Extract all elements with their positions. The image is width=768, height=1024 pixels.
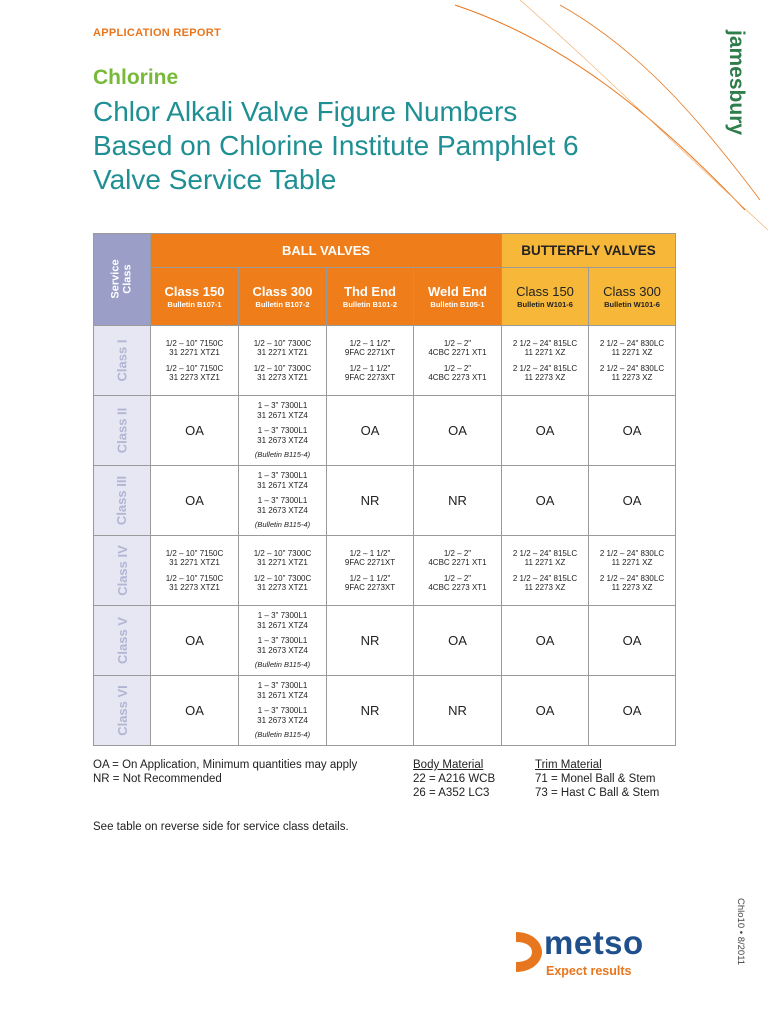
cell-line: 1/2 – 1 1/2": [349, 363, 391, 373]
table-cell: NR: [414, 466, 502, 536]
table-cell: OA: [589, 606, 676, 676]
cell-line: 31 2273 XTZ1: [257, 583, 308, 592]
column-title: Class 150: [164, 283, 225, 299]
table-cell: OA: [151, 396, 239, 466]
cell-line: 1 – 3" 7300L1: [257, 401, 308, 411]
cell-line: 1/2 – 10" 7300C: [253, 363, 312, 373]
table-cell: OA: [327, 396, 414, 466]
cell-line: 9FAC 2273XT: [344, 583, 396, 592]
table-cell: [151, 326, 239, 396]
table-cell: OA: [589, 396, 676, 466]
title-line: Chlor Alkali Valve Figure Numbers: [93, 96, 518, 127]
table-row: [94, 676, 676, 746]
cell-line: 1/2 – 10" 7300C: [253, 338, 312, 348]
cell-line: 31 2273 XTZ1: [169, 373, 220, 382]
cell-line: 31 2671 XTZ4: [257, 690, 308, 700]
cell-line: 1/2 – 2": [443, 573, 472, 583]
column-bulletin: Bulletin B101-2: [342, 299, 398, 309]
table-cell: OA: [151, 676, 239, 746]
column-header: [239, 268, 327, 326]
cell-line: 9FAC 2273XT: [344, 373, 396, 382]
table-cell: [151, 536, 239, 606]
cell-line: 4CBC 2271 XT1: [428, 558, 487, 567]
cell-line: 31 2673 XTZ4: [257, 715, 308, 725]
cell-line: 1/2 – 2": [443, 363, 472, 373]
cell-line: 31 2673 XTZ4: [257, 505, 308, 515]
table-cell: [239, 466, 327, 536]
cell-line: 1 – 3" 7300L1: [257, 706, 308, 716]
body-material-item: 22 = A216 WCB: [413, 773, 496, 785]
table-cell: OA: [589, 676, 676, 746]
column-header: [502, 268, 589, 326]
table-cell: [327, 326, 414, 396]
cell-line: 1 – 3" 7300L1: [257, 636, 308, 646]
service-class-label: Class V: [114, 616, 130, 664]
service-class-label: Class IV: [114, 544, 130, 596]
table-cell: [239, 396, 327, 466]
column-title: Class 150: [516, 283, 574, 299]
cell-line: 4CBC 2273 XT1: [428, 373, 487, 382]
cell-line: 1/2 – 1 1/2": [349, 548, 391, 558]
cell-line: 1 – 3" 7300L1: [257, 611, 308, 621]
cell-line: 31 2273 XTZ1: [257, 373, 308, 382]
table-cell: OA: [589, 466, 676, 536]
logo-name: metso: [544, 924, 644, 961]
cell-line: 1/2 – 10" 7300C: [253, 573, 312, 583]
trim-material-heading: Trim Material: [535, 759, 602, 771]
table-cell: OA: [502, 466, 589, 536]
column-bulletin: Bulletin W101-6: [604, 299, 660, 309]
cell-line: (Bulletin B115-4): [254, 660, 311, 670]
table-cell: [327, 536, 414, 606]
column-bulletin: Bulletin B107-1: [167, 299, 222, 309]
column-title: Weld End: [428, 283, 487, 299]
table-cell: [239, 536, 327, 606]
cell-line: 2 1/2 – 24" 815LC: [512, 573, 578, 583]
cell-line: 31 2271 XTZ1: [169, 348, 220, 357]
column-header: [589, 268, 676, 326]
service-class-cell: [94, 676, 151, 746]
cell-line: 31 2671 XTZ4: [257, 480, 308, 490]
cell-line: 9FAC 2271XT: [344, 348, 396, 357]
table-cell: NR: [414, 676, 502, 746]
cell-line: 31 2671 XTZ4: [257, 410, 308, 420]
cell-line: 31 2271 XTZ1: [169, 558, 220, 567]
table-row: [94, 536, 676, 606]
column-title: Class 300: [603, 283, 661, 299]
table-cell: OA: [502, 396, 589, 466]
reverse-side-note: See table on reverse side for service class details.: [93, 821, 349, 833]
service-class-label: Class VI: [114, 684, 130, 736]
column-title: Thd End: [344, 283, 396, 299]
table-cell: OA: [414, 396, 502, 466]
cell-line: 11 2271 XZ: [524, 348, 566, 357]
abbreviation-legend: [93, 758, 357, 786]
butterfly-valves-header: BUTTERFLY VALVES: [502, 234, 676, 268]
logo-tagline: Expect results: [546, 964, 632, 978]
column-bulletin: Bulletin B105-1: [430, 299, 485, 309]
metso-logo-icon: [514, 928, 544, 976]
cell-line: 31 2673 XTZ4: [257, 435, 308, 445]
column-header: [414, 268, 502, 326]
cell-line: 11 2271 XZ: [611, 558, 653, 567]
cell-line: 1/2 – 10" 7150C: [165, 363, 224, 373]
cell-line: 9FAC 2271XT: [344, 558, 396, 567]
trim-material-item: 73 = Hast C Ball & Stem: [535, 787, 660, 799]
cell-line: (Bulletin B115-4): [254, 520, 311, 530]
section-heading: Chlorine: [93, 66, 179, 89]
column-header: [327, 268, 414, 326]
table-cell: OA: [151, 606, 239, 676]
cell-line: 31 2673 XTZ4: [257, 645, 308, 655]
report-label: APPLICATION REPORT: [93, 27, 222, 39]
service-class-cell: [94, 606, 151, 676]
service-class-cell: [94, 396, 151, 466]
cell-line: 31 2273 XTZ1: [169, 583, 220, 592]
cell-line: 31 2271 XTZ1: [257, 558, 308, 567]
cell-line: 1/2 – 2": [443, 548, 472, 558]
table-cell: OA: [151, 466, 239, 536]
cell-line: 1 – 3" 7300L1: [257, 496, 308, 506]
cell-line: 4CBC 2271 XT1: [428, 348, 487, 357]
service-class-cell: [94, 466, 151, 536]
table-cell: [589, 326, 676, 396]
cell-line: 11 2273 XZ: [611, 373, 653, 382]
table-row: [94, 326, 676, 396]
table-row: [94, 606, 676, 676]
body-material-heading: Body Material: [413, 759, 484, 771]
table-cell: NR: [327, 676, 414, 746]
table-cell: OA: [502, 606, 589, 676]
table-cell: NR: [327, 466, 414, 536]
table-cell: [502, 326, 589, 396]
cell-line: 2 1/2 – 24" 815LC: [512, 338, 578, 348]
title-line: Valve Service Table: [93, 164, 337, 195]
cell-line: 1/2 – 1 1/2": [349, 338, 391, 348]
column-bulletin: Bulletin B107-2: [255, 299, 310, 309]
service-class-cell: [94, 326, 151, 396]
brand-wordmark: jamesbury: [725, 30, 748, 136]
cell-line: 2 1/2 – 24" 830LC: [599, 548, 665, 558]
service-class-cell: [94, 536, 151, 606]
table-cell: [239, 676, 327, 746]
cell-line: (Bulletin B115-4): [254, 730, 311, 740]
cell-line: 31 2271 XTZ1: [257, 348, 308, 357]
service-class-label: Class III: [114, 475, 130, 525]
cell-line: 11 2271 XZ: [611, 348, 653, 357]
table-cell: NR: [327, 606, 414, 676]
table-cell: [239, 606, 327, 676]
table-cell: OA: [502, 676, 589, 746]
cell-line: 11 2273 XZ: [524, 583, 566, 592]
cell-line: 1/2 – 2": [443, 338, 472, 348]
trim-material-legend: [535, 758, 659, 800]
title-line: Based on Chlorine Institute Pamphlet 6: [93, 130, 579, 161]
cell-line: 2 1/2 – 24" 830LC: [599, 573, 665, 583]
cell-line: 1 – 3" 7300L1: [257, 681, 308, 691]
cell-line: 1/2 – 10" 7150C: [165, 338, 224, 348]
cell-line: 2 1/2 – 24" 815LC: [512, 548, 578, 558]
cell-line: 1/2 – 10" 7150C: [165, 573, 224, 583]
cell-line: 1 – 3" 7300L1: [257, 426, 308, 436]
document-code: Chlo10 • 8/2011: [735, 898, 746, 966]
table-cell: [414, 536, 502, 606]
body-material-legend: [413, 758, 495, 800]
trim-material-item: 71 = Monel Ball & Stem: [535, 773, 656, 785]
cell-line: 1/2 – 1 1/2": [349, 573, 391, 583]
ball-valves-header: BALL VALVES: [151, 234, 502, 268]
table-cell: [239, 326, 327, 396]
service-class-header: Service Class: [94, 234, 151, 326]
valve-service-table: [93, 233, 676, 746]
column-title: Class 300: [252, 283, 313, 299]
column-header: [151, 268, 239, 326]
cell-line: 1 – 3" 7300L1: [257, 471, 308, 481]
service-class-label: Class II: [114, 407, 130, 453]
cell-line: 1/2 – 10" 7300C: [253, 548, 312, 558]
legend-oa: OA = On Application, Minimum quantities may apply: [93, 759, 358, 771]
cell-line: 11 2271 XZ: [524, 558, 566, 567]
cell-line: 2 1/2 – 24" 830LC: [599, 338, 665, 348]
table-row: [94, 466, 676, 536]
table-cell: [502, 536, 589, 606]
table-cell: [589, 536, 676, 606]
table-cell: OA: [414, 606, 502, 676]
cell-line: 11 2273 XZ: [524, 373, 566, 382]
cell-line: (Bulletin B115-4): [254, 450, 311, 460]
legend-nr: NR = Not Recommended: [93, 773, 222, 785]
page-title: [93, 95, 693, 197]
cell-line: 4CBC 2273 XT1: [428, 583, 487, 592]
cell-line: 11 2273 XZ: [611, 583, 653, 592]
cell-line: 31 2671 XTZ4: [257, 620, 308, 630]
cell-line: 1/2 – 10" 7150C: [165, 548, 224, 558]
column-bulletin: Bulletin W101-6: [517, 299, 573, 309]
metso-logo: [514, 924, 674, 984]
body-material-item: 26 = A352 LC3: [413, 787, 490, 799]
service-class-label: Class I: [114, 339, 130, 381]
cell-line: 2 1/2 – 24" 830LC: [599, 363, 665, 373]
table-row: [94, 396, 676, 466]
table-cell: [414, 326, 502, 396]
cell-line: 2 1/2 – 24" 815LC: [512, 363, 578, 373]
